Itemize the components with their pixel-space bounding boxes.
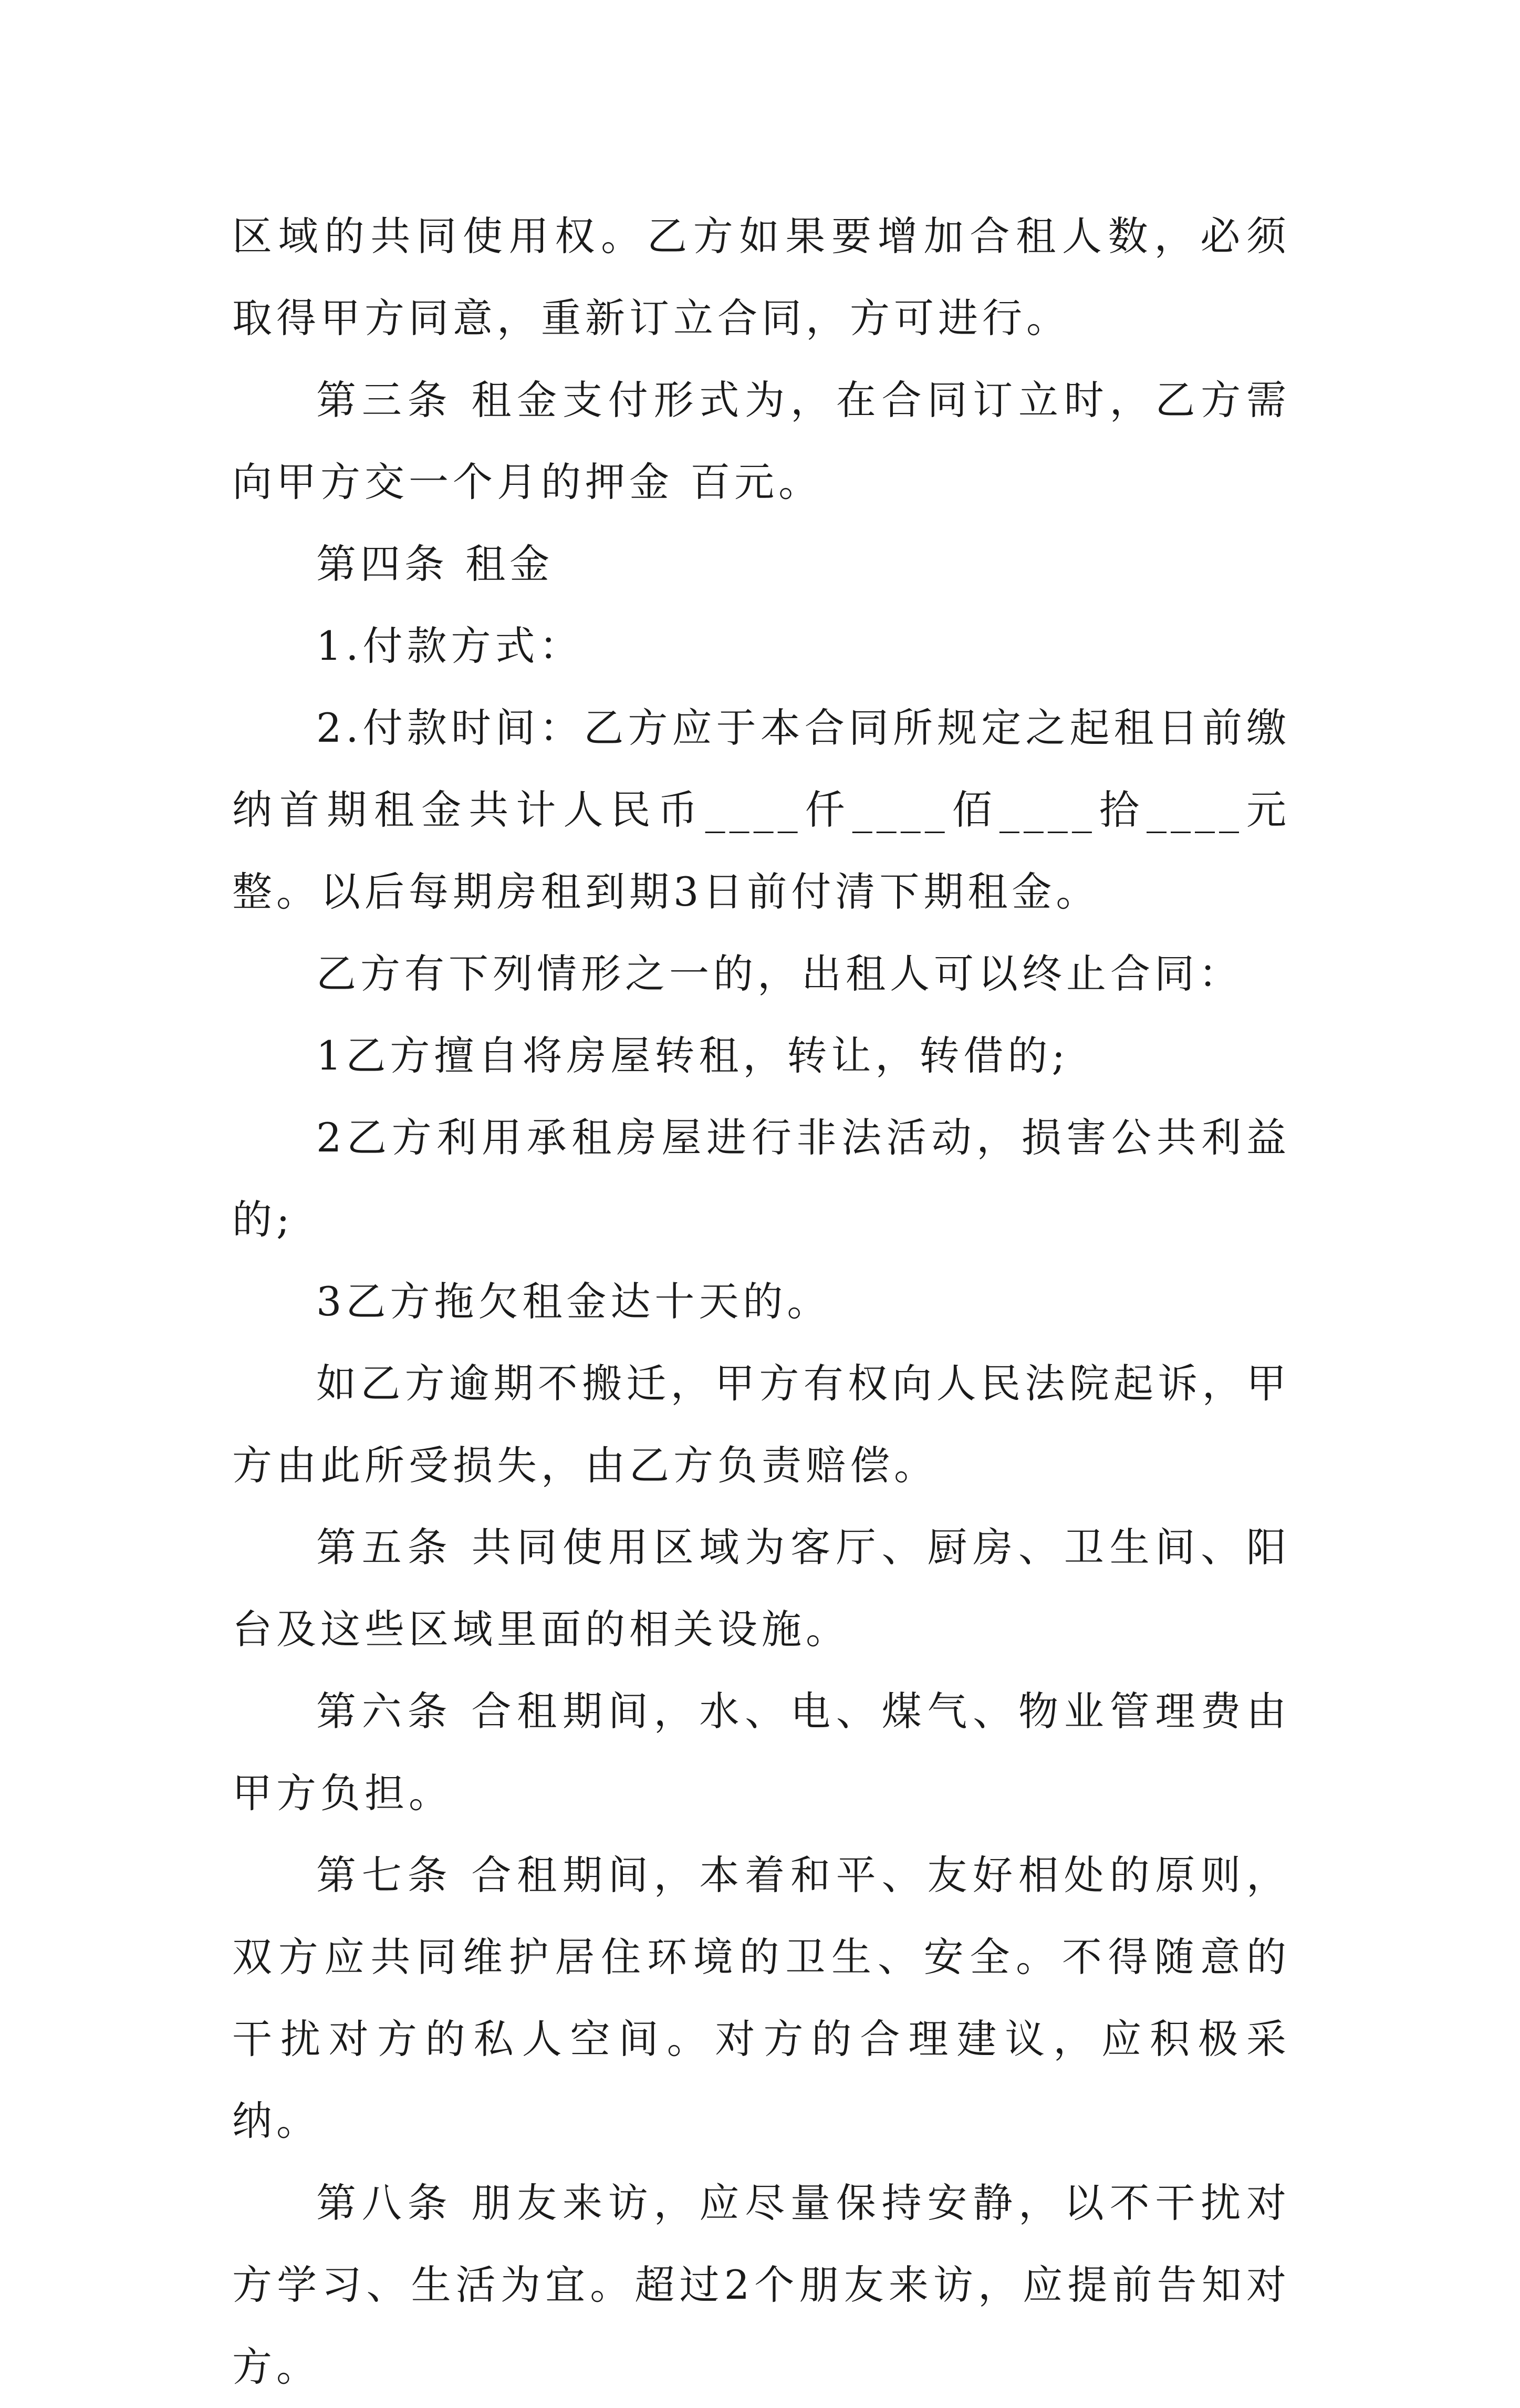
paragraph-payment-method: 1.付款方式： — [316, 622, 584, 669]
paragraph-article-4-heading: 第四条 租金 — [316, 541, 554, 587]
paragraph-article-8-visitors: 第八条 朋友来访，应尽量保持安静，以不干扰对方学习、生活为宜。超过2个朋友来访，应提前告知对方。 — [232, 2179, 1290, 2390]
document-body — [232, 195, 1290, 2408]
paragraph-condition-3: 3乙方拖欠租金达十天的。 — [316, 1278, 831, 1325]
paragraph-article-7-cohabitation: 第七条 合租期间，本着和平、友好相处的原则，双方应共同维护居住环境的卫生、安全。不得随意的干扰对方的私人空间。对方的合理建议，应积极采纳。 — [232, 1852, 1290, 2144]
paragraph-termination-conditions: 乙方有下列情形之一的，出租人可以终止合同： — [316, 950, 1243, 997]
paragraph-condition-2: 2乙方利用承租房屋进行非法活动，损害公共利益的; — [232, 1114, 1290, 1243]
paragraph-payment-time: 2.付款时间：乙方应于本合同所规定之起租日前缴纳首期租金共计人民币____仟____佰____拾____元整。以后每期房租到期3日前付清下期租金。 — [232, 704, 1290, 915]
paragraph-article-5-shared-areas: 第五条 共同使用区域为客厅、厨房、卫生间、阳台及这些区域里面的相关设施。 — [232, 1524, 1290, 1653]
paragraph-shared-area-rights: 区域的共同使用权。乙方如果要增加合租人数，必须取得甲方同意，重新订立合同，方可进行。 — [232, 213, 1290, 341]
paragraph-overdue-move-out: 如乙方逾期不搬迁，甲方有权向人民法院起诉，甲方由此所受损失，由乙方负责赔偿。 — [232, 1360, 1290, 1489]
paragraph-article-3-deposit: 第三条 租金支付形式为，在合同订立时，乙方需向甲方交一个月的押金 百元。 — [232, 377, 1290, 505]
paragraph-condition-1: 1乙方擅自将房屋转租，转让，转借的; — [316, 1032, 1069, 1079]
paragraph-article-6-utilities: 第六条 合租期间，水、电、煤气、物业管理费由甲方负担。 — [232, 1688, 1290, 1817]
